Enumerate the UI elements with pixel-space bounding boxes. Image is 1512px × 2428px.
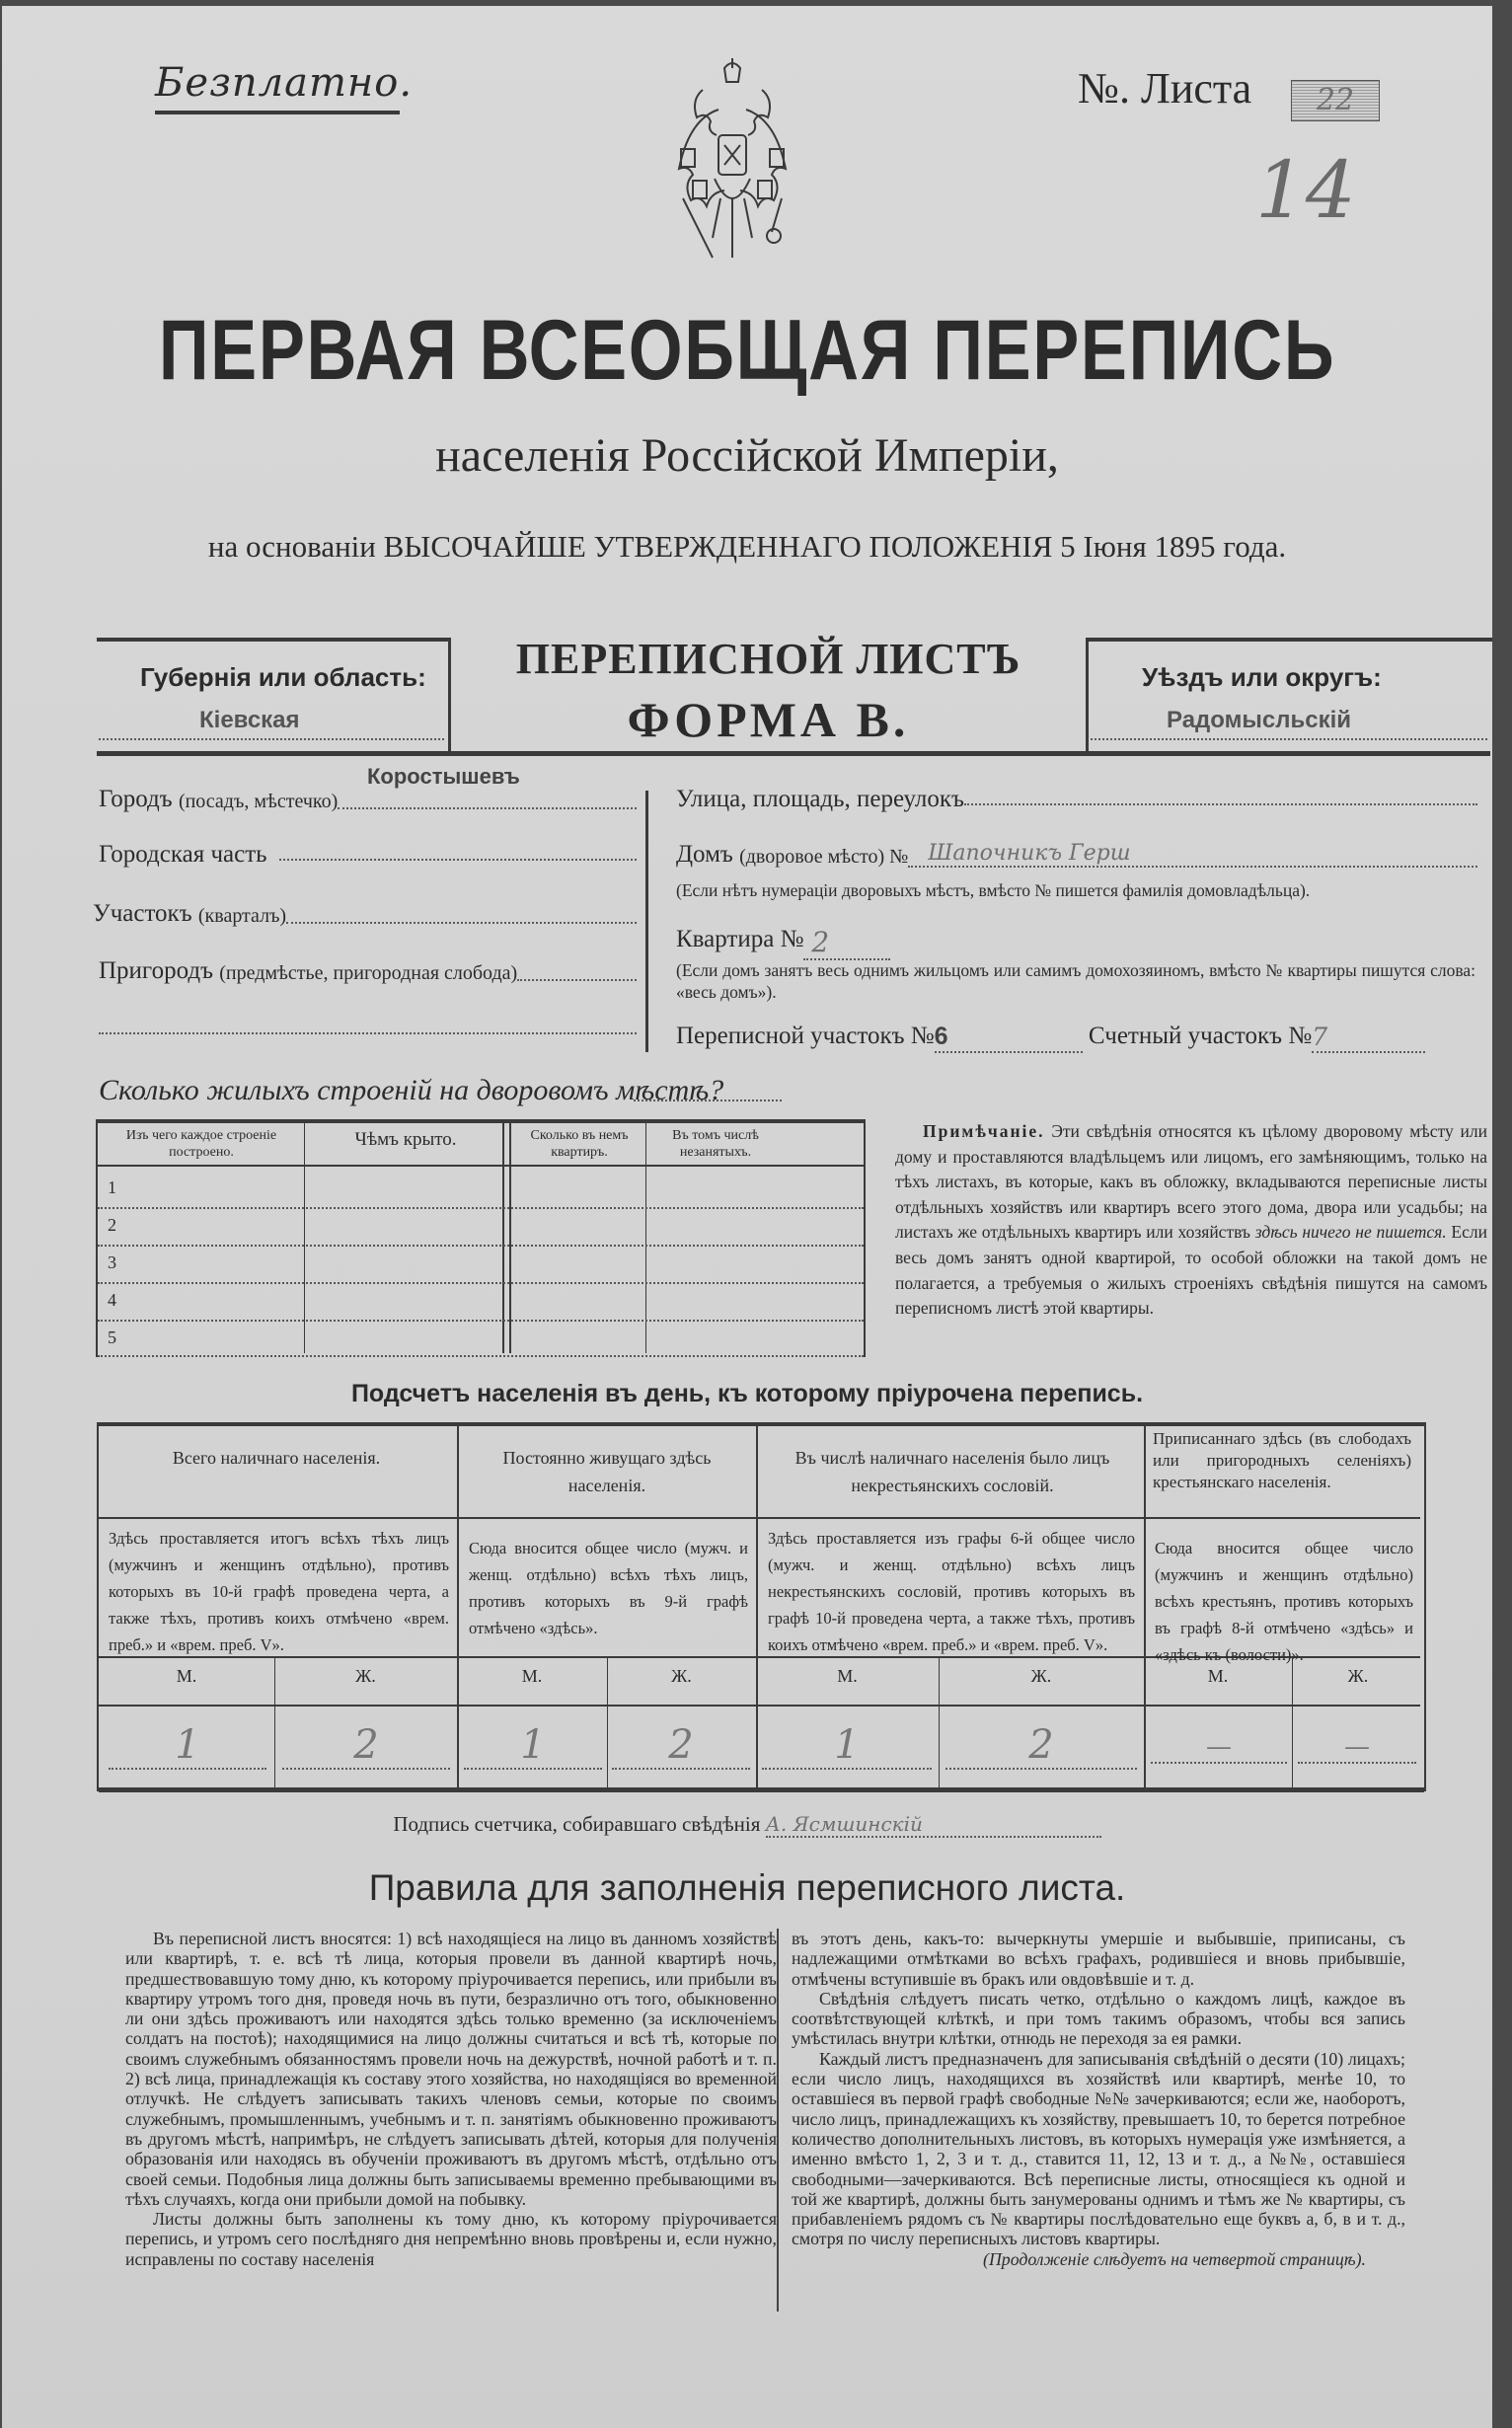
- divider: [99, 1787, 1424, 1792]
- population-count-title: Подсчетъ населенія въ день, къ которому пріурочена перепись.: [350, 1380, 1144, 1407]
- apartment-label: Квартира №: [676, 926, 804, 952]
- table-row[interactable]: [98, 1319, 864, 1322]
- rules-right-column: [792, 1929, 1405, 2269]
- column-description: Сюда вносится общее число (мужч. и женщ. отдѣльно) всѣхъ тѣхъ лицъ, противъ которыхъ въ 9-й графѣ отмѣчено «здѣсь».: [469, 1539, 748, 1637]
- column-header: Постоянно живущаго здѣсь населенія.: [502, 1448, 712, 1495]
- rules-paragraph: Свѣдѣнія слѣдуетъ писать четко, отдѣльно о каждомъ лицѣ, каждое въ соотвѣтствующей клѣткѣ, и при томъ такимъ образомъ, чтобы вся запись умѣстилась внутри клѣтки, отнюдь не переходя за ея рамки.: [792, 1988, 1405, 2049]
- column-description: Сюда вносится общее число (мужчинъ и женщинъ отдѣльно) всѣхъ крестьянъ, противъ которыхъ въ графѣ 8-й отмѣчено «здѣсь» и «здѣсь къ (волости)».: [1155, 1539, 1413, 1664]
- suburb-label: Пригородъ: [99, 957, 213, 984]
- female-label: Ж.: [1030, 1666, 1052, 1686]
- enumerator-signature-row: [2, 1812, 1492, 1838]
- city-label: Городъ: [99, 786, 173, 812]
- province-field[interactable]: Кіевская: [199, 707, 300, 733]
- column-header: Всего наличнаго населенія.: [172, 1448, 381, 1468]
- house-label: Домъ: [676, 841, 733, 868]
- rules-title: Правила для заполненія переписного листа.: [368, 1867, 1126, 1908]
- pencil-annotation: 14: [1255, 144, 1356, 236]
- male-count-total[interactable]: 1: [109, 1722, 266, 1770]
- precinct-row: [93, 900, 637, 932]
- census-district-field[interactable]: 6: [935, 1023, 1083, 1053]
- row-number: 4: [108, 1290, 116, 1310]
- city-field[interactable]: [338, 786, 637, 809]
- rules-paragraph: Каждый листъ предназначенъ для записыванія свѣдѣній о десяти (10) лицахъ; если число лицъ, находящихся въ хозяйствѣ или квартирѣ, менѣе 10, то оставшіеся въ первой графѣ свободные №№ зачеркиваются; если же, наоборотъ, число лицъ, принадлежащихъ къ хозяйству, превышаетъ 10, то берется потребное количество дополнительныхъ листовъ, въ которыхъ нумерація уже измѣняется, а именно вмѣсто 1, 2, 3 и т. д., ставится 11, 12, 13 и т. д., а №№, оставшіеся свободными—зачеркиваются. Всѣ переписные листы, относящіеся къ одной и той же квартирѣ, должны быть занумерованы однимъ и тѣмъ же № квартиры, съ прибавленіемъ рядомъ съ № квартиры послѣдовательно еще буквъ а, б, в и т. д., смотря по числу переписныхъ листовъ квартиры.: [792, 2048, 1405, 2249]
- city-hint: (посадъ, мѣстечко): [178, 791, 339, 812]
- table-row[interactable]: [98, 1244, 864, 1247]
- signature-label: Подпись счетчика, собиравшаго свѣдѣнія: [393, 1812, 761, 1836]
- precinct-hint: (кварталъ): [197, 905, 287, 927]
- city-part-field[interactable]: [279, 841, 637, 861]
- female-label: Ж.: [1347, 1666, 1369, 1686]
- count-district-field[interactable]: 7: [1312, 1023, 1425, 1053]
- row-number: 1: [108, 1177, 116, 1197]
- divider: [645, 791, 648, 1052]
- divider: [97, 751, 1490, 756]
- form-title: ПЕРЕПИСНОЙ ЛИСТЪ: [515, 635, 1021, 683]
- suburb-row: [99, 957, 637, 989]
- divider: [98, 1165, 864, 1167]
- male-count-permanent[interactable]: 1: [464, 1722, 602, 1770]
- double-headed-eagle-icon: [663, 50, 801, 287]
- province-field-line: [99, 738, 444, 740]
- table-row[interactable]: [98, 1206, 864, 1209]
- suburb-field-line-2[interactable]: [99, 1032, 637, 1034]
- female-label: Ж.: [671, 1666, 692, 1686]
- suburb-field[interactable]: [517, 957, 637, 981]
- male-count-non-peasant[interactable]: 1: [762, 1722, 932, 1770]
- street-field[interactable]: [964, 786, 1477, 805]
- census-district-label: Переписной участокъ №: [676, 1023, 935, 1049]
- rules-paragraph: въ этотъ день, какъ-то: вычеркнуты умершіе и выбывшіе, приписаны, съ надлежащими отмѣтками во всѣхъ графахъ, родившіеся и вновь прибывшіе, отмѣчены вступившіе въ бракъ или овдовѣвшіе и т. д.: [792, 1929, 1405, 1989]
- signature-field[interactable]: А. Ясмшинскій: [766, 1812, 1101, 1838]
- note-text: [895, 1119, 1487, 1322]
- column-header: Сколько въ немъ квартиръ.: [530, 1128, 629, 1160]
- precinct-label: Участокъ: [93, 900, 192, 927]
- count-district-label: Счетный участокъ №: [1088, 1023, 1313, 1049]
- male-label: М.: [837, 1666, 858, 1686]
- divider: [97, 638, 448, 642]
- sheet-number-value: 22: [1316, 83, 1355, 117]
- male-label: М.: [176, 1666, 197, 1686]
- census-sheet: [2, 6, 1492, 2428]
- divider: [99, 1517, 1420, 1519]
- free-label-underline: [155, 111, 400, 114]
- column-description: Здѣсь проставляется итогъ всѣхъ тѣхъ лицъ (мужчинъ и женщинъ отдѣльно), противъ которыхъ въ 10-й графѣ проведена черта, а также тѣхъ, противъ коихъ отмѣчено «врем. преб.» и «врем. преб. V».: [109, 1529, 449, 1654]
- divider: [457, 1426, 459, 1787]
- form-subtitle: ФОРМА В.: [627, 692, 910, 747]
- precinct-field[interactable]: [286, 900, 637, 924]
- note-emphasis: здѣсь ничего не пишется.: [1254, 1222, 1447, 1243]
- house-field[interactable]: Шапочникъ Герш: [908, 841, 1477, 868]
- street-row: [676, 786, 1477, 813]
- apartment-field[interactable]: 2: [803, 926, 890, 960]
- house-row: [676, 841, 1477, 875]
- rules-left-column: [125, 1929, 777, 2269]
- city-row: [99, 786, 637, 817]
- free-of-charge-label: Безплатно.: [155, 60, 414, 106]
- female-count-total[interactable]: 2: [282, 1722, 450, 1770]
- row-number: 5: [108, 1328, 116, 1347]
- divider: [1088, 638, 1492, 642]
- male-label: М.: [1207, 1666, 1229, 1686]
- sheet-number-label: №. Листа: [1078, 64, 1252, 113]
- divider: [99, 1705, 1420, 1707]
- divider: [756, 1426, 758, 1787]
- buildings-table: [96, 1119, 866, 1357]
- district-label: Уѣздъ или округъ:: [1142, 662, 1382, 692]
- house-hint: (дворовое мѣсто) №: [739, 846, 909, 868]
- suburb-hint: (предмѣстье, пригородная слобода): [219, 962, 518, 984]
- column-header: Изъ чего каждое строеніе построено.: [125, 1128, 277, 1160]
- row-number: 3: [108, 1252, 116, 1272]
- female-count-non-peasant[interactable]: 2: [945, 1722, 1137, 1770]
- rules-paragraph: Листы должны быть заполнены къ тому дню, къ которому пріурочивается перепись, и утромъ сего послѣдняго дня непремѣнно вновь провѣрены и, если нужно, исправлены по составу населенія: [125, 2209, 777, 2269]
- female-count-peasant[interactable]: —: [1298, 1722, 1416, 1764]
- row-number: 2: [108, 1215, 116, 1235]
- male-label: М.: [521, 1666, 543, 1686]
- table-row[interactable]: [98, 1281, 864, 1284]
- document-title: ПЕРВАЯ ВСЕОБЩАЯ ПЕРЕПИСЬ: [158, 303, 1336, 398]
- province-label: Губернія или область:: [140, 662, 426, 692]
- legal-basis: на основаніи ВЫСОЧАЙШЕ УТВЕРЖДЕННАГО ПОЛОЖЕНІЯ 5 Іюня 1895 года.: [207, 529, 1287, 564]
- buildings-question: Сколько жилыхъ строеній на дворовомъ мѣстѣ?: [99, 1074, 724, 1106]
- document-subtitle: населенія Россійской Имперіи,: [435, 429, 1059, 482]
- city-part-row: [99, 841, 637, 869]
- note-body: Эти свѣдѣнія относятся къ цѣлому дворовому мѣсту или дому и проставляются владѣльцемъ или лицомъ, его замѣняющимъ, только на тѣхъ листахъ, въ которые, какъ въ обложку, вкладываются переписные листы отдѣльныхъ хозяйствъ или квартиръ всего этого дома, двора или усадьбы; на листахъ же отдѣльныхъ квартиръ или хозяйствъ: [895, 1121, 1487, 1243]
- apartment-note: (Если домъ занятъ весь однимъ жильцомъ или самимъ домохозяиномъ, вмѣсто № квартиры пишутся слова: «весь домъ»).: [676, 960, 1475, 1002]
- city-field-value: Коростышевъ: [367, 764, 520, 789]
- column-header: Въ числѣ наличнаго населенія было лицъ некрестьянскихъ сословій.: [794, 1448, 1110, 1495]
- house-note: (Если нѣтъ нумераціи дворовыхъ мѣстъ, вмѣсто № пишется фамилія домовладѣльца).: [676, 880, 1311, 900]
- rules-paragraph: Въ переписной листъ вносятся: 1) всѣ находящіеся на лицо въ данномъ хозяйствѣ или квартирѣ, т. е. всѣ тѣ лица, которыя провели въ данной квартирѣ ночь, предшествовавшую тому дню, къ которому пріурочивается перепись, или прибыли въ квартиру утромъ того дня, проведя ночь въ пути, безразлично отъ того, обыкновенно ли они здѣсь проживаютъ или находятся здѣсь только временно (за исключеніемъ солдатъ на постоѣ); находящимися на лицо должны считаться и всѣ тѣ, которые по своимъ служебнымъ обязанностямъ провели ночь на дежурствѣ, ночной работѣ и т. п. 2) всѣ лица, принадлежащія къ составу этого хозяйства, но находящіяся во временной отлучкѣ. Не слѣдуетъ записывать такихъ членовъ семьи, которые по своимъ служебнымъ, промышленнымъ, учебнымъ и т. п. занятіямъ обыкновенно проживаютъ въ другомъ мѣстѣ, напримѣръ, не слѣдуетъ записывать дѣтей, которыя для полученія образованія или находясь въ обученіи проживаютъ въ другомъ мѣстѣ, отдѣльно отъ своей семьи. Подобныя лица должны быть записываемы временно пребывающими въ тѣхъ случаяхъ, когда они прибыли домой на побывку.: [125, 1929, 777, 2209]
- female-label: Ж.: [355, 1666, 376, 1686]
- divider: [777, 1929, 779, 2312]
- female-count-permanent[interactable]: 2: [612, 1722, 750, 1770]
- census-district-row: [676, 1023, 1425, 1061]
- city-part-label: Городская часть: [99, 841, 267, 868]
- note-body-end: Если весь домъ занятъ одной квартирой, то особой обложки на такой домъ не полагается, а требуемыя о жилыхъ строеніяхъ свѣдѣнія пишутся на самомъ переписномъ листѣ этой квартиры.: [895, 1222, 1487, 1319]
- table-row[interactable]: [98, 1354, 864, 1357]
- population-count-table: [97, 1422, 1426, 1791]
- continuation-note: (Продолженіе слѣдуетъ на четвертой страницѣ).: [983, 2248, 1366, 2269]
- street-label: Улица, площадь, переулокъ: [676, 786, 964, 812]
- column-header: Чѣмъ крыто.: [354, 1129, 457, 1150]
- district-field-line: [1091, 738, 1487, 740]
- column-header: Приписаннаго здѣсь (въ слободахъ или пригородныхъ селеніяхъ) крестьянскаго населенія.: [1153, 1429, 1411, 1491]
- note-title: Примѣчаніе.: [923, 1121, 1045, 1141]
- column-header: Въ томъ числѣ незанятыхъ.: [672, 1128, 759, 1160]
- district-field[interactable]: Радомысльскій: [1167, 707, 1351, 733]
- male-count-peasant[interactable]: —: [1151, 1722, 1287, 1764]
- divider: [1144, 1426, 1146, 1787]
- divider: [1086, 638, 1089, 751]
- sheet-number-field[interactable]: [1291, 80, 1380, 121]
- buildings-answer-field[interactable]: [634, 1100, 782, 1101]
- column-description: Здѣсь проставляется изъ графы 6-й общее число (мужч. и женщ. отдѣльно) всѣхъ лицъ некрестьянскихъ сословій, противъ которыхъ въ графѣ 10-й проведена черта, а также тѣхъ, противъ коихъ отмѣчено «врем. преб.» и «врем. преб. V».: [768, 1529, 1135, 1654]
